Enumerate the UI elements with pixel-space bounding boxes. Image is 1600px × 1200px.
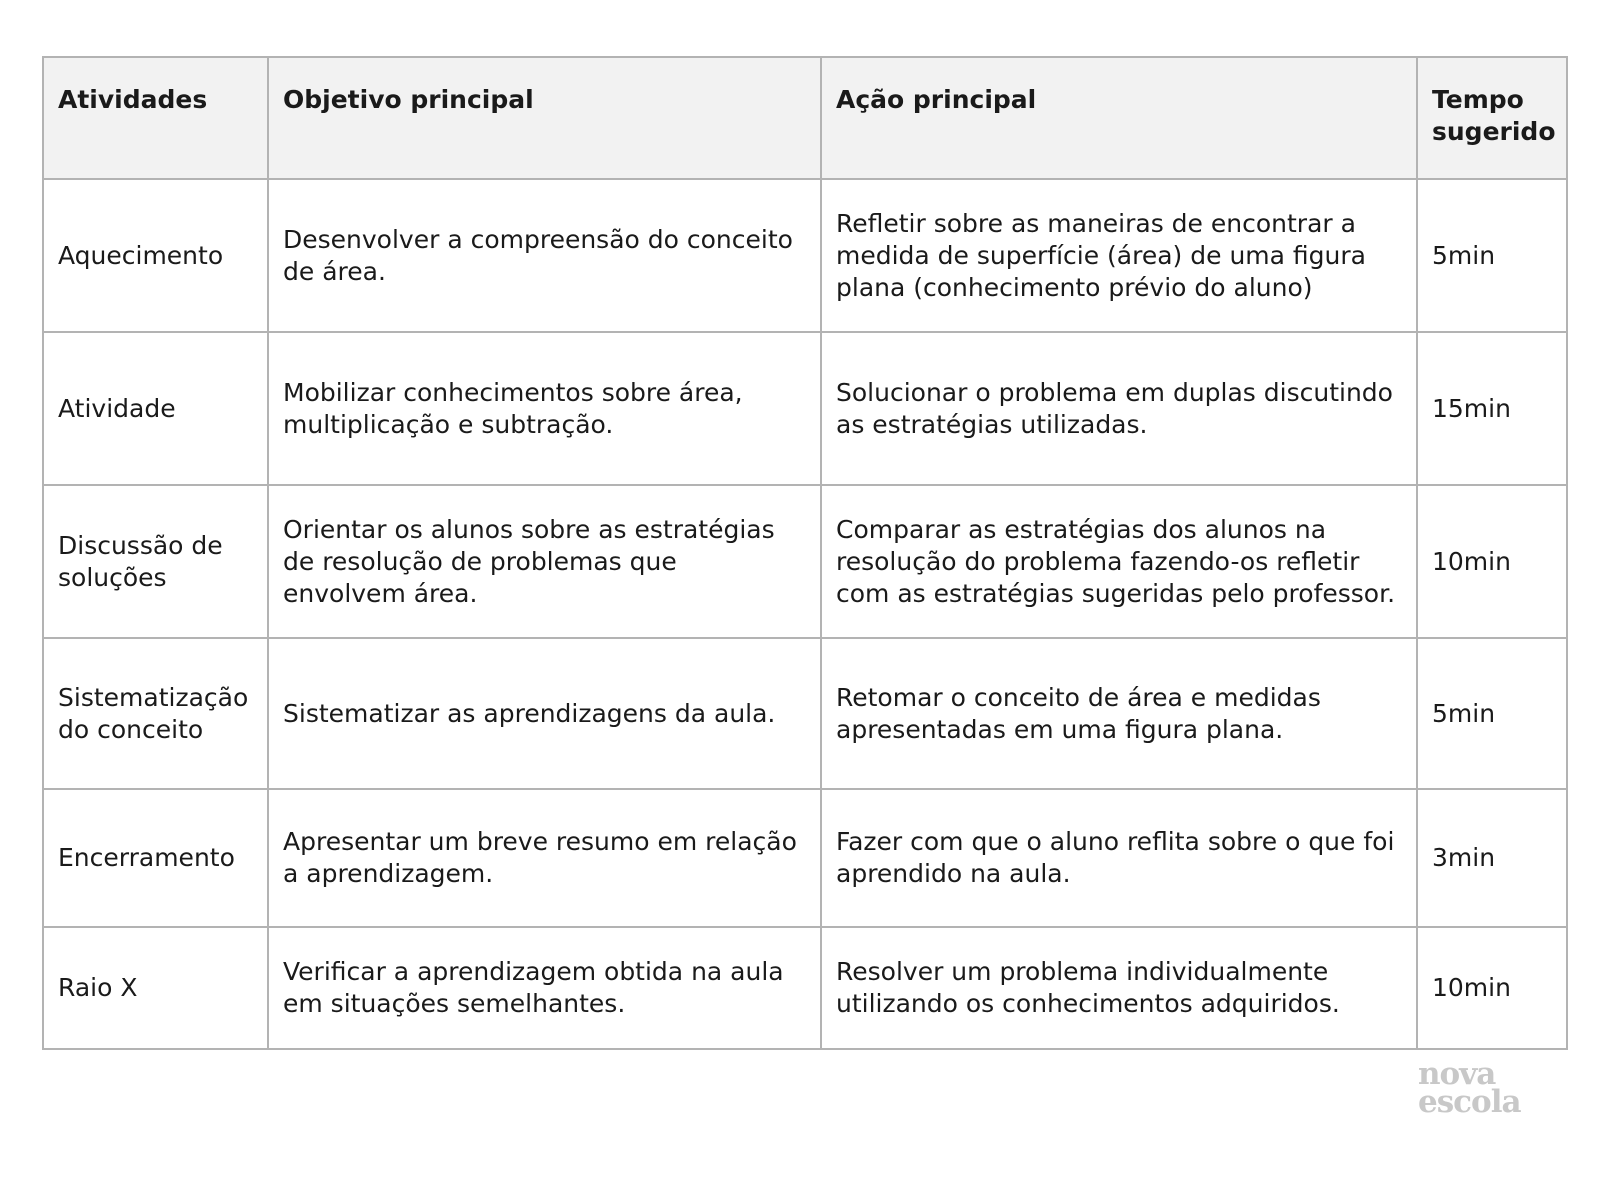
table-row [43,789,1567,927]
cell-acao: Fazer com que o aluno reflita sobre o que foi aprendido na aula. [821,789,1417,927]
cell-tempo: 10min [1417,927,1567,1049]
table-row [43,485,1567,638]
cell-acao: Retomar o conceito de área e medidas apresentadas em uma figura plana. [821,638,1417,789]
logo-line-nova: nova [1418,1056,1496,1092]
table-header-row [43,57,1567,179]
header-objetivo-principal: Objetivo principal [268,57,821,179]
cell-acao: Resolver um problema individualmente utilizando os conhecimentos adquiridos. [821,927,1417,1049]
cell-acao: Refletir sobre as maneiras de encontrar a medida de superfície (área) de uma figura plana (conhecimento prévio do aluno) [821,179,1417,332]
cell-objetivo: Verificar a aprendizagem obtida na aula em situações semelhantes. [268,927,821,1049]
nova-escola-logo [1418,1056,1536,1120]
cell-tempo: 5min [1417,638,1567,789]
cell-acao: Solucionar o problema em duplas discutindo as estratégias utilizadas. [821,332,1417,485]
cell-atividade: Discussão de soluções [43,485,268,638]
table-row [43,927,1567,1049]
cell-objetivo: Mobilizar conhecimentos sobre área, multiplicação e subtração. [268,332,821,485]
table-row [43,332,1567,485]
cell-objetivo: Apresentar um breve resumo em relação a aprendizagem. [268,789,821,927]
cell-objetivo: Orientar os alunos sobre as estratégias de resolução de problemas que envolvem área. [268,485,821,638]
table-row [43,179,1567,332]
cell-tempo: 10min [1417,485,1567,638]
cell-atividade: Atividade [43,332,268,485]
cell-atividade: Raio X [43,927,268,1049]
cell-tempo: 3min [1417,789,1567,927]
header-acao-principal: Ação principal [821,57,1417,179]
lesson-plan-table [42,56,1568,1050]
cell-atividade: Aquecimento [43,179,268,332]
cell-acao: Comparar as estratégias dos alunos na resolução do problema fazendo-os refletir com as estratégias sugeridas pelo professor. [821,485,1417,638]
cell-atividade: Encerramento [43,789,268,927]
cell-tempo: 15min [1417,332,1567,485]
logo-line-escola: escola [1418,1084,1521,1120]
header-atividades: Atividades [43,57,268,179]
cell-objetivo: Desenvolver a compreensão do conceito de área. [268,179,821,332]
cell-atividade: Sistematização do conceito [43,638,268,789]
cell-tempo: 5min [1417,179,1567,332]
cell-objetivo: Sistematizar as aprendizagens da aula. [268,638,821,789]
table-row [43,638,1567,789]
header-tempo-sugerido: Tempo sugerido [1417,57,1567,179]
